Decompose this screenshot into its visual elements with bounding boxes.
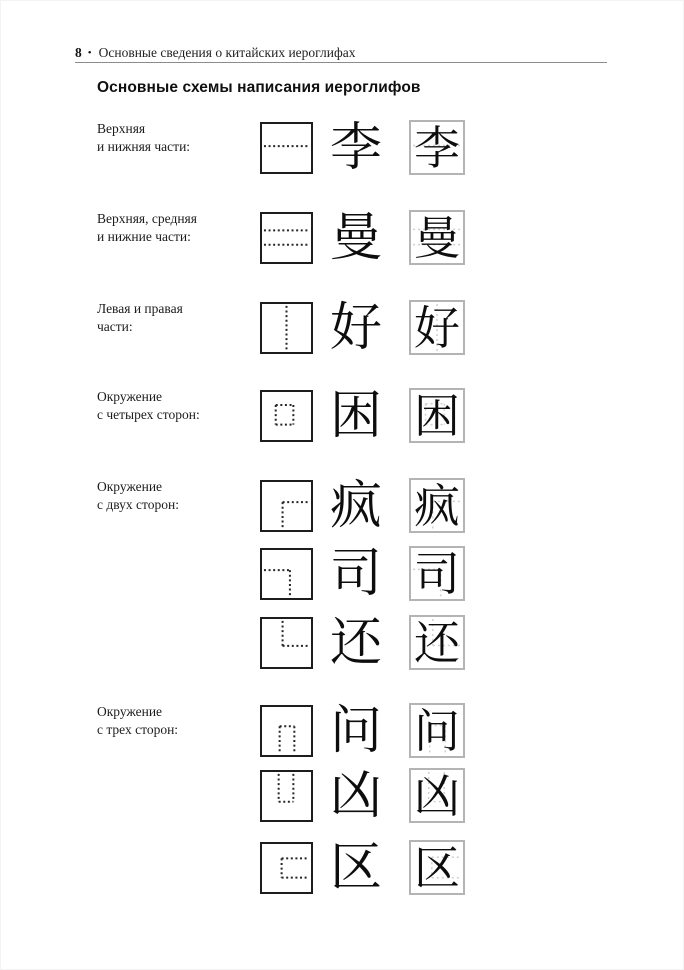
practice-grid-box <box>409 388 465 443</box>
dotted-guide-lines <box>262 619 311 667</box>
scheme-label <box>97 300 183 335</box>
scheme-diagram-box <box>260 548 313 600</box>
practice-character: 李 <box>414 120 460 175</box>
example-character: 曼 <box>329 208 383 268</box>
scheme-label-line: Окружение <box>97 389 163 404</box>
scheme-diagram-box <box>260 480 313 532</box>
dotted-guide-lines <box>262 214 311 262</box>
dotted-guide-lines <box>262 304 311 352</box>
practice-character: 困 <box>414 388 460 443</box>
scheme-label <box>97 120 190 155</box>
practice-grid-box <box>409 210 465 265</box>
practice-character: 区 <box>414 840 460 895</box>
running-head <box>75 45 355 61</box>
practice-character: 凶 <box>414 768 460 823</box>
dotted-guide-lines <box>262 707 311 755</box>
scheme-label <box>97 388 200 423</box>
scheme-label-line: Окружение <box>97 479 163 494</box>
practice-character: 好 <box>414 300 460 355</box>
practice-grid-box <box>409 546 465 601</box>
bullet-separator-icon: • <box>87 47 92 59</box>
example-character: 还 <box>329 613 383 673</box>
dotted-guide-lines <box>262 772 311 820</box>
practice-grid-box <box>409 120 465 175</box>
scheme-diagram-box <box>260 770 313 822</box>
example-character: 区 <box>329 838 383 898</box>
practice-grid-box <box>409 703 465 758</box>
practice-grid-box <box>409 300 465 355</box>
scheme-label <box>97 478 179 513</box>
example-character: 好 <box>329 298 383 358</box>
scheme-label-line: с трех сторон: <box>97 721 179 737</box>
scheme-label-line: Верхняя <box>97 121 146 136</box>
example-character: 凶 <box>329 766 383 826</box>
practice-grid-box <box>409 768 465 823</box>
scheme-label-line: с четырех сторон: <box>97 406 200 422</box>
practice-character: 曼 <box>414 210 460 265</box>
scheme-label-line: Левая и правая <box>97 301 183 316</box>
dotted-guide-lines <box>262 392 311 440</box>
scheme-diagram-box <box>260 122 313 174</box>
practice-character: 还 <box>414 615 460 670</box>
running-title: Основные сведения о китайских иероглифах <box>98 45 356 60</box>
dotted-guide-lines <box>262 124 311 172</box>
scheme-diagram-box <box>260 617 313 669</box>
scheme-label-line: и нижняя части: <box>97 138 191 154</box>
practice-character: 司 <box>414 546 460 601</box>
dotted-guide-lines <box>262 550 311 598</box>
page-number: 8 <box>75 45 82 60</box>
scheme-label <box>97 703 178 738</box>
example-character: 疯 <box>329 476 383 536</box>
scheme-diagram-box <box>260 302 313 354</box>
practice-grid-box <box>409 478 465 533</box>
dotted-guide-lines <box>262 844 311 892</box>
practice-grid-box <box>409 615 465 670</box>
header-rule <box>75 62 607 63</box>
practice-character: 疯 <box>414 478 460 533</box>
scheme-label-line: с двух сторон: <box>97 496 179 512</box>
scheme-diagram-box <box>260 705 313 757</box>
scheme-label <box>97 210 197 245</box>
scheme-label-line: части: <box>97 318 133 334</box>
scheme-label-line: Верхняя, средняя <box>97 211 197 226</box>
dotted-guide-lines <box>262 482 311 530</box>
section-title: Основные схемы написания иероглифов <box>97 79 421 96</box>
example-character: 李 <box>329 118 383 178</box>
practice-grid-box <box>409 840 465 895</box>
scheme-label-line: и нижние части: <box>97 228 191 244</box>
scheme-diagram-box <box>260 212 313 264</box>
example-character: 问 <box>329 701 383 761</box>
scheme-label-line: Окружение <box>97 704 163 719</box>
example-character: 困 <box>329 386 383 446</box>
scheme-diagram-box <box>260 842 313 894</box>
example-character: 司 <box>329 544 383 604</box>
practice-character: 问 <box>414 703 460 758</box>
scheme-diagram-box <box>260 390 313 442</box>
